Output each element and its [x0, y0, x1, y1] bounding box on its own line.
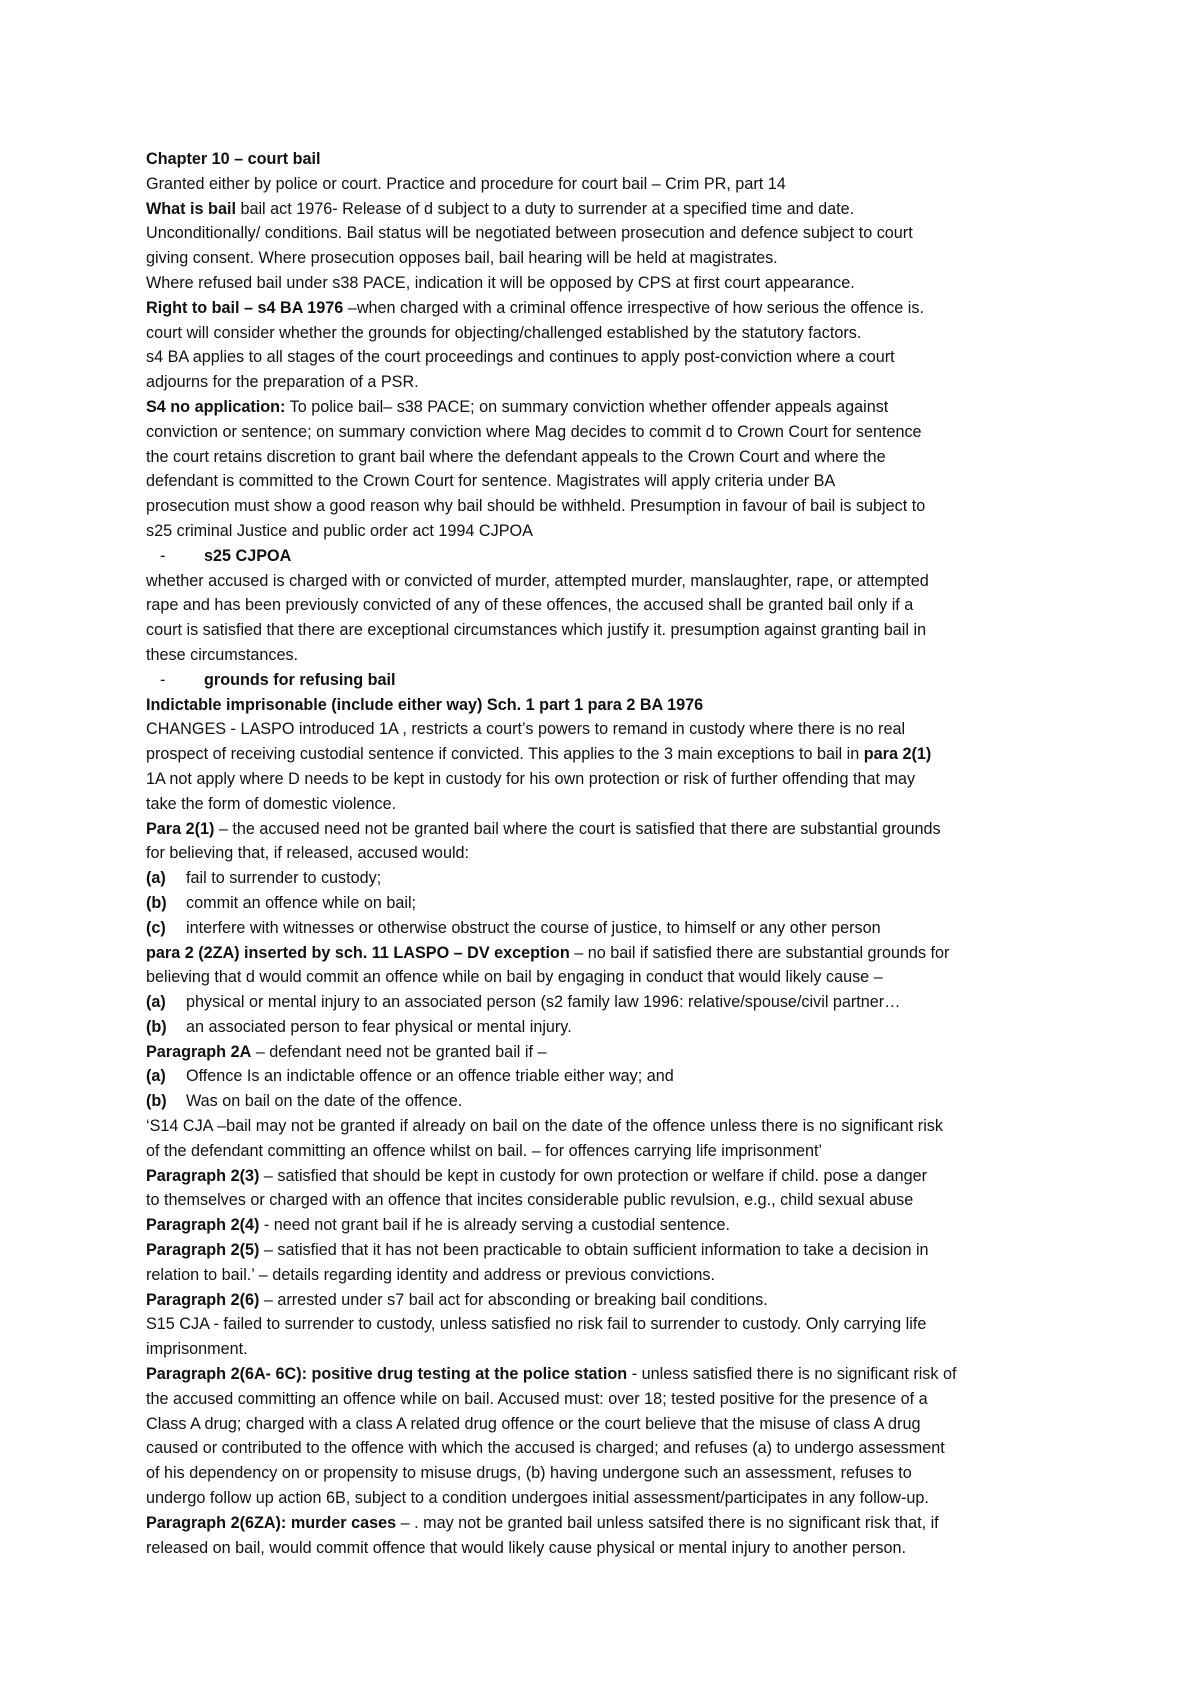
- list-label: (c): [146, 918, 166, 937]
- bold-text: Paragraph 2(4): [146, 1216, 260, 1235]
- text-line: [146, 1139, 1066, 1164]
- list-label: (a): [146, 1067, 166, 1086]
- body-text: of his dependency on or propensity to misuse drugs, (b) having undergone such an assessment, refuses to: [146, 1464, 912, 1483]
- text-line: [146, 519, 1066, 544]
- text-line: [146, 569, 1066, 594]
- bold-text: Paragraph 2(6ZA): murder cases: [146, 1513, 397, 1532]
- text-line: [146, 1511, 1066, 1536]
- body-text: CHANGES - LASPO introduced 1A , restricts a court’s powers to remand in custody where there is no real: [146, 720, 906, 739]
- text-line: [146, 965, 1066, 990]
- bold-text: Paragraph 2A: [146, 1042, 252, 1061]
- body-text: prosecution must show a good reason why bail should be withheld. Presumption in favour of bail is subject to: [146, 497, 926, 516]
- text-line: [146, 1461, 1066, 1486]
- body-text: whether accused is charged with or convicted of murder, attempted murder, manslaughter, rape, or attempted: [146, 571, 929, 590]
- text-line: [146, 271, 1066, 296]
- text-line: [146, 1238, 1066, 1263]
- text-line: [146, 1337, 1066, 1362]
- bold-text: What is bail: [146, 199, 236, 218]
- body-text: for believing that, if released, accused would:: [146, 844, 470, 863]
- body-text: prospect of receiving custodial sentence if convicted. This applies to the 3 main exceptions to bail in: [146, 745, 864, 764]
- text-line: [146, 246, 1066, 271]
- text-line: [146, 866, 1066, 891]
- body-text: adjourns for the preparation of a PSR.: [146, 373, 419, 392]
- text-line: [146, 1213, 1066, 1238]
- text-line: [146, 420, 1066, 445]
- body-text: Offence Is an indictable offence or an offence triable either way; and: [186, 1067, 674, 1086]
- body-text: To police bail– s38 PACE; on summary conviction whether offender appeals against: [285, 397, 889, 416]
- body-text: an associated person to fear physical or mental injury.: [186, 1017, 572, 1036]
- bold-text: Paragraph 2(6): [146, 1290, 260, 1309]
- body-text: Was on bail on the date of the offence.: [186, 1092, 463, 1111]
- text-line: [146, 1089, 1066, 1114]
- text-line: [146, 767, 1066, 792]
- text-line: [146, 1312, 1066, 1337]
- text-line: [146, 544, 1066, 569]
- body-text: rape and has been previously convicted of any of these offences, the accused shall be granted bail only if a: [146, 596, 914, 615]
- body-text: - unless satisfied there is no significant risk of: [627, 1365, 957, 1384]
- bold-text: Chapter 10 – court bail: [146, 150, 321, 168]
- text-line: [146, 990, 1066, 1015]
- text-line: [146, 643, 1066, 668]
- text-line: [146, 693, 1066, 718]
- bold-text: S4 no application:: [146, 397, 286, 416]
- body-text: interfere with witnesses or otherwise obstruct the course of justice, to himself or any other person: [186, 918, 881, 937]
- text-line: [146, 742, 1066, 767]
- bold-text: para 2 (2ZA) inserted by sch. 11 LASPO – DV exception: [146, 943, 570, 962]
- bullet-marker: -: [160, 670, 166, 689]
- document-body: [146, 147, 1066, 1560]
- text-line: [146, 172, 1066, 197]
- text-line: [146, 916, 1066, 941]
- text-line: [146, 296, 1066, 321]
- body-text: ‘S14 CJA –bail may not be granted if already on bail on the date of the offence unless there is no significant risk: [146, 1117, 943, 1136]
- body-text: – defendant need not be granted bail if –: [251, 1042, 547, 1061]
- body-text: undergo follow up action 6B, subject to a condition undergoes initial assessment/participates in any follow-up.: [146, 1489, 929, 1508]
- list-label: (b): [146, 1092, 167, 1111]
- body-text: – satisfied that it has not been practicable to obtain sufficient information to take a decision in: [259, 1241, 929, 1260]
- body-text: of the defendant committing an offence whilst on bail. – for offences carrying life imprisonment’: [146, 1141, 823, 1160]
- bold-text: Paragraph 2(6A- 6C): positive drug testing at the police station: [146, 1365, 628, 1384]
- list-label: (a): [146, 993, 166, 1012]
- text-line: [146, 618, 1066, 643]
- text-line: [146, 841, 1066, 866]
- body-text: court is satisfied that there are exceptional circumstances which justify it. presumption against granting bail in: [146, 621, 927, 640]
- bold-text: Right to bail – s4 BA 1976: [146, 298, 344, 317]
- bold-text: Para 2(1): [146, 819, 215, 838]
- list-label: (b): [146, 1017, 167, 1036]
- body-text: released on bail, would commit offence that would likely cause physical or mental injury to another person.: [146, 1538, 907, 1557]
- text-line: [146, 593, 1066, 618]
- bold-text: Indictable imprisonable (include either way) Sch. 1 part 1 para 2 BA 1976: [146, 695, 704, 714]
- body-text: – arrested under s7 bail act for absconding or breaking bail conditions.: [259, 1290, 768, 1309]
- body-text: –when charged with a criminal offence irrespective of how serious the offence is.: [343, 298, 924, 317]
- bold-text: grounds for refusing bail: [204, 670, 396, 689]
- text-line: [146, 941, 1066, 966]
- text-line: [146, 1412, 1066, 1437]
- text-line: [146, 1536, 1066, 1561]
- body-text: – no bail if satisfied there are substantial grounds for: [569, 943, 950, 962]
- text-line: [146, 395, 1066, 420]
- text-line: [146, 717, 1066, 742]
- body-text: the accused committing an offence while on bail. Accused must: over 18; tested positive for the presence of a: [146, 1389, 928, 1408]
- text-line: [146, 1064, 1066, 1089]
- document-title: [146, 147, 1066, 172]
- text-line: [146, 1114, 1066, 1139]
- bold-text: Paragraph 2(3): [146, 1166, 260, 1185]
- body-text: fail to surrender to custody;: [186, 869, 382, 888]
- body-text: – . may not be granted bail unless satsifed there is no significant risk that, if: [396, 1513, 939, 1532]
- text-line: [146, 1040, 1066, 1065]
- text-line: [146, 1436, 1066, 1461]
- text-line: [146, 668, 1066, 693]
- body-text: s4 BA applies to all stages of the court proceedings and continues to apply post-conviction where a court: [146, 348, 895, 367]
- bold-text: para 2(1): [863, 745, 932, 764]
- text-line: [146, 1387, 1066, 1412]
- body-text: Class A drug; charged with a class A related drug offence or the court believe that the misuse of class A drug: [146, 1414, 921, 1433]
- body-text: to themselves or charged with an offence that incites considerable public revulsion, e.g., child sexual abuse: [146, 1191, 914, 1210]
- text-line: [146, 469, 1066, 494]
- body-text: defendant is committed to the Crown Court for sentence. Magistrates will apply criteria under BA: [146, 472, 836, 491]
- text-line: [146, 370, 1066, 395]
- text-line: [146, 197, 1066, 222]
- text-line: [146, 345, 1066, 370]
- list-label: (b): [146, 893, 167, 912]
- body-text: s25 criminal Justice and public order act 1994 CJPOA: [146, 521, 533, 540]
- text-line: [146, 1263, 1066, 1288]
- body-text: - need not grant bail if he is already serving a custodial sentence.: [259, 1216, 730, 1235]
- text-line: [146, 1164, 1066, 1189]
- text-line: [146, 1362, 1066, 1387]
- text-line: [146, 891, 1066, 916]
- text-line: [146, 1288, 1066, 1313]
- body-text: – the accused need not be granted bail where the court is satisfied that there are substantial grounds: [214, 819, 941, 838]
- body-text: Unconditionally/ conditions. Bail status will be negotiated between prosecution and defence subject to court: [146, 224, 913, 243]
- body-text: giving consent. Where prosecution opposes bail, bail hearing will be held at magistrates.: [146, 249, 778, 268]
- body-text: the court retains discretion to grant bail where the defendant appeals to the Crown Court and where the: [146, 447, 886, 466]
- body-text: Where refused bail under s38 PACE, indication it will be opposed by CPS at first court appearance.: [146, 273, 855, 292]
- body-text: Granted either by police or court. Practice and procedure for court bail – Crim PR, part 14: [146, 174, 786, 193]
- text-line: [146, 1015, 1066, 1040]
- body-text: imprisonment.: [146, 1340, 248, 1359]
- text-line: [146, 1188, 1066, 1213]
- body-text: conviction or sentence; on summary conviction where Mag decides to commit d to Crown Court for sentence: [146, 422, 922, 441]
- body-text: S15 CJA - failed to surrender to custody, unless satisfied no risk fail to surrender to custody. Only carrying life: [146, 1315, 927, 1334]
- text-line: [146, 445, 1066, 470]
- body-text: these circumstances.: [146, 645, 299, 664]
- body-text: caused or contributed to the offence with which the accused is charged; and refuses (a) to undergo assessment: [146, 1439, 945, 1458]
- body-text: believing that d would commit an offence while on bail by engaging in conduct that would likely cause –: [146, 968, 883, 987]
- text-line: [146, 817, 1066, 842]
- body-text: physical or mental injury to an associated person (s2 family law 1996: relative/spouse/civil partner…: [186, 993, 901, 1012]
- text-line: [146, 792, 1066, 817]
- text-line: [146, 221, 1066, 246]
- body-text: – satisfied that should be kept in custody for own protection or welfare if child. pose a danger: [259, 1166, 928, 1185]
- body-text: relation to bail.’ – details regarding identity and address or previous convictions.: [146, 1265, 715, 1284]
- list-label: (a): [146, 869, 166, 888]
- text-line: [146, 321, 1066, 346]
- body-text: bail act 1976- Release of d subject to a duty to surrender at a specified time and date.: [235, 199, 855, 218]
- bullet-marker: -: [160, 546, 166, 565]
- text-line: [146, 1486, 1066, 1511]
- bold-text: Paragraph 2(5): [146, 1241, 260, 1260]
- body-text: court will consider whether the grounds for objecting/challenged established by the statutory factors.: [146, 323, 862, 342]
- body-text: take the form of domestic violence.: [146, 794, 397, 813]
- body-text: 1A not apply where D needs to be kept in custody for his own protection or risk of further offending that may: [146, 769, 916, 788]
- body-text: commit an offence while on bail;: [186, 893, 417, 912]
- text-line: [146, 494, 1066, 519]
- bold-text: s25 CJPOA: [204, 546, 292, 565]
